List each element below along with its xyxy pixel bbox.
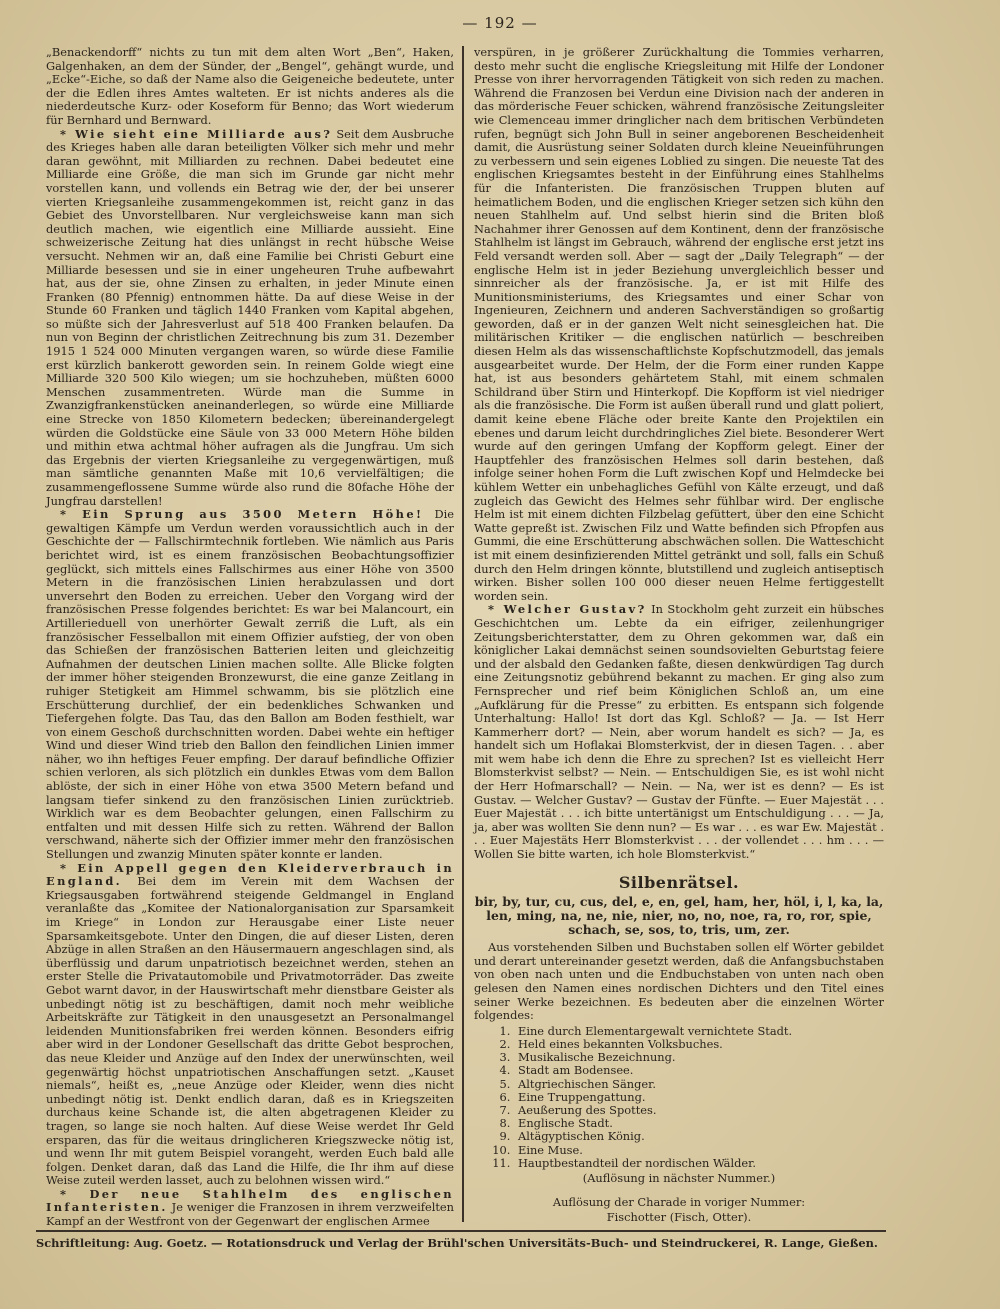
riddle-clue: 10. Eine Muse. — [514, 1144, 884, 1157]
riddle-clue: 2. Held eines bekannten Volksbuches. — [514, 1038, 884, 1051]
riddle-instructions: Aus vorstehenden Silben und Buchstaben sollen elf Wörter gebildet und derart untereinander gesetzt werden, daß die Anfangsbuchstaben von oben nach unten und die Endbuchstaben von unten nach oben gelesen den Namen eines nordischen Dichters und den Titel eines seiner Werke bezeichnen. Es bedeuten aber die einzelnen Wörter folgendes: — [474, 940, 884, 1023]
riddle-clues — [474, 1025, 884, 1170]
article-heading: * Welcher Gustav? — [488, 602, 647, 617]
solution-text: Fischotter (Fisch, Otter). — [606, 1210, 752, 1225]
riddle-section — [474, 872, 884, 1225]
article-heading: * Ein Appell gegen den Kleiderverbrauch in England. — [46, 860, 454, 889]
riddle-clue: 11. Hauptbestandteil der nordischen Wälder. — [514, 1157, 884, 1170]
imprint: Schriftleitung: Aug. Goetz. — Rotationsdruck und Verlag der Brühl'schen Universitäts-Buch- und Steindruckerei, R. Lange, Gießen. — [36, 1236, 878, 1250]
riddle-syllables: bir, by, tur, cu, cus, del, e, en, gel, ham, her, höl, i, l, ka, la, len, ming, na, ne, nie, nier, no, no, noe, ra, ro, ror, spie, schach, se, sos, to, tris, um, zer. — [474, 894, 884, 938]
solution-label: Auflösung der Charade in voriger Nummer: — [552, 1194, 806, 1209]
article-appell — [46, 862, 454, 1188]
article-heading: * Der neue Stahlhelm des englischen Infanteristen. — [46, 1186, 454, 1215]
article-body: In Stockholm geht zurzeit ein hübsches Geschichtchen um. Lebte da ein eifriger, zeilenhungriger Zeitungsberichterstatter, dem zu Ohren gekommen war, daß ein königlicher Lakai demnächst seinen soundsovielten Geburtstag feiere und der alsbald den Gedanken faßte, diesen denkwürdigen Tag durch eine Zeitungsnotiz gebührend bekannt zu machen. Er ging also zum Fernsprecher und rief beim Königlichen Schloß an, um eine „Aufklärung für die Presse“ zu erbitten. Es entspann sich folgende Unterhaltung: Hallo! Ist dort das Kgl. Schloß? — Ja. — Ist Herr Kammerherr dort? — Nein, aber worum handelt es sich? — Ja, es handelt sich um Hoflakai Blomsterkvist, der in diesen Tagen. . . aber mit wem habe ich denn die Ehre zu sprechen? Ist es vielleicht Herr Blomsterkvist selbst? — Nein. — Entschuldigen Sie, es ist wohl nicht der Herr Hofmarschall? — Nein. — Na, wer ist es denn? — Es ist Gustav. — Welcher Gustav? — Gustav der Fünfte. — Euer Majestät . . . Euer Majestät . . . ich bitte untertänigst um Entschuldigung . . . — Ja, ja, aber was wollten Sie denn nun? — Es war . . . es war Ew. Majestät . . . Euer Majestäts Herr Blomsterkvist . . . der vollendet . . . hm . . . — Wollen Sie bitte warten, ich hole Blomsterkvist.“ — [474, 602, 884, 862]
article-gustav — [474, 603, 884, 861]
riddle-clue: 7. Aeußerung des Spottes. — [514, 1104, 884, 1117]
riddle-clue: 9. Altägyptischen König. — [514, 1130, 884, 1143]
article-sprung — [46, 508, 454, 861]
riddle-clue: 3. Musikalische Bezeichnung. — [514, 1051, 884, 1064]
riddle-clue: 6. Eine Truppengattung. — [514, 1091, 884, 1104]
article-heading: * Ein Sprung aus 3500 Metern Höhe! — [60, 507, 424, 522]
article-milliarde — [46, 128, 454, 509]
article-body: Je weniger die Franzosen in ihrem verzweifelten Kampf an der Westfront von der Gegenwart der englischen Armee — [46, 1200, 454, 1229]
riddle-clue: 8. Englische Stadt. — [514, 1117, 884, 1130]
riddle-clue: 5. Altgriechischen Sänger. — [514, 1078, 884, 1091]
column-divider — [462, 46, 464, 1222]
page-number: — 192 — — [462, 14, 538, 32]
article-paragraph: verspüren, in je größerer Zurückhaltung die Tommies verharren, desto mehr sucht die englische Kriegsleitung mit Hilfe der Londoner Presse von ihrer hervorragenden Tätigkeit von sich reden zu machen. Während die Franzosen bei Verdun eine Division nach der anderen in das mörderische Feuer schicken, während französische Zeitungsleiter wie Clemenceau immer dringlicher nach dem britischen Verbündeten rufen, begnügt sich John Bull in seiner angeborenen Bescheidenheit damit, die Ausrüstung seiner Soldaten durch kleine Neueinführungen zu verbessern und sein eigenes Loblied zu singen. Die neueste Tat des englischen Kriegsamtes besteht in der Einführung eines Stahlhelms für die Infanteristen. Die französischen Truppen bluten auf heimatlichem Boden, und die englischen Krieger setzen sich kühn den neuen Stahlhelm auf. Und selbst hierin sind die Briten bloß Nachahmer ihrer Genossen auf dem Kontinent, denn der französische Stahlhelm ist längst im Gebrauch, während der englische erst jetzt ins Feld versandt werden soll. Aber — sagt der „Daily Telegraph“ — der englische Helm ist in jeder Beziehung unvergleichlich besser und sinnreicher als der französische. Ja, er ist mit Hilfe des Munitionsministeriums, des Kriegsamtes und einer Schar von Ingenieuren, Zeichnern und anderen Sachverständigen so großartig geworden, daß er in der ganzen Welt nicht seinesgleichen hat. Die militärischen Kritiker — die englischen natürlich — beschreiben diesen Helm als das wissenschaftlichste Kopfschutzmodell, das jemals ausgearbeitet wurde. Der Helm, der die Form einer runden Kappe hat, ist aus besonders gehärtetem Stahl, mit einem schmalen Schildrand über Stirn und Hinterkopf. Die Kopfform ist viel niedriger als die französische. Die Form ist außen überall rund und glatt poliert, damit keine ebene Fläche oder breite Kante den Projektilen ein ebenes und darum leicht durchdringliches Ziel biete. Besonderer Wert wurde auf den geringen Umfang der Kopfform gelegt. Einer der Hauptfehler des französischen Helmes soll darin bestehen, daß infolge seiner hohen Form die Luft zwischen Kopf und Helmdecke bei kühlem Wetter ein unbehagliches Gefühl von Kälte erzeugt, und daß zugleich das Gewicht des Helmes sehr fühlbar wird. Der englische Helm ist mit einem dichten Filzbelag gefüttert, über den eine Schicht Watte gepreßt ist. Zwischen Filz und Watte befinden sich Pfropfen aus Gummi, die eine Erschütterung abschwächen sollen. Die Watteschicht ist mit einem desinfizierenden Mittel getränkt und soll, falls ein Schuß durch den Helm dringen könnte, blutstillend und zugleich antiseptisch wirken. Bisher sollen 100 000 dieser neuen Helme fertiggestellt worden sein. — [474, 45, 884, 603]
riddle-clue: 1. Eine durch Elementargewalt vernichtete Stadt. — [514, 1025, 884, 1038]
article-heading: * Wie sieht eine Milliarde aus? — [60, 126, 333, 141]
left-column — [46, 46, 454, 1229]
riddle-clue: 4. Stadt am Bodensee. — [514, 1064, 884, 1077]
article-paragraph: „Benackendorff“ nichts zu tun mit dem alten Wort „Ben“, Haken, Galgenhaken, an dem der Sünder, der „Bengel“, gehängt wurde, und „Ecke“-Eiche, so daß der Name also die Geigeneiche bedeutete, unter der die Edlen ihres Amtes walteten. Er ist nichts anderes als die niederdeutsche Kurz- oder Koseform für Benno; das Wort wiederum für Bernhard und Bernward. — [46, 45, 454, 127]
footer-divider — [36, 1230, 886, 1232]
right-column — [474, 46, 884, 1225]
article-stahlhelm — [46, 1188, 454, 1229]
article-body: Bei dem im Verein mit dem Wachsen der Kriegsausgaben fortwährend steigende Geldmangel in England veranlaßte das „Komitee der Nationalorganisation zur Sparsamkeit im Kriege“ in London zur Herausgabe einer Liste neuer Sparsamkeitsgebote. Unter den Dingen, die auf dieser Listen, deren Abzüge in allen Straßen an den Häusermauern angeschlagen sind, als überflüssig und darum unpatriotisch bezeichnet werden, stehen an erster Stelle die Privatautomobile und Privatmotorräder. Das zweite Gebot warnt davor, in der Hauswirtschaft mehr dienstbare Geister als unbedingt nötig ist zu beschäftigen, damit noch mehr weibliche Arbeitskräfte zur Tätigkeit in den unausgesetzt an Personalmangel leidenden Munitionsfabriken frei werden können. Besonders eifrig aber wird in der Londoner Gesellschaft das dritte Gebot besprochen, das neue Kleider und Anzüge auf den Index der unerwünschten, weil gegenwärtig höchst unpatriotischen Anschaffungen setzt. „Kauset niemals“, heißt es, „neue Anzüge oder Kleider, wenn dies nicht unbedingt nötig ist. Denkt endlich daran, daß es in Kriegszeiten durchaus keine Schande ist, die alten abgetragenen Kleider zu tragen, so lange sie noch halten. Auf diese Weise werdet Ihr Geld ersparen, das für die weitaus dringlicheren Kriegszwecke nötig ist, und wenn Ihr mit gutem Beispiel vorangeht, werden Euch bald alle folgen. Denket daran, daß das Land die Hilfe, die Ihr ihm auf diese Weise zuteil werden lasset, auch zu belohnen wissen wird.“ — [46, 874, 454, 1188]
riddle-title: Silbenrätsel. — [618, 872, 740, 892]
article-body: Die gewaltigen Kämpfe um Verdun werden voraussichtlich auch in der Geschichte der — Fallschirmtechnik fortleben. Wie nämlich aus Paris berichtet wird, ist es einem französischen Beobachtungsoffizier geglückt, sich mittels eines Fallschirmes aus einer Höhe von 3500 Metern in die französischen Linien herabzulassen und dort unversehrt den Boden zu erreichen. Ueber den Vorgang wird der französischen Presse folgendes berichtet: Es war bei Malancourt, ein Artillerieduell von unerhörter Gewalt zerriß die Luft, als ein französischer Fesselballon mit einem Offizier aufstieg, der von oben das Schießen der französischen Batterien leiten und gleichzeitig Aufnahmen der deutschen Linien machen sollte. Alle Blicke folgten der immer höher steigenden Bronzewurst, die eine ganze Zeitlang in ruhiger Stetigkeit am Himmel schwamm, bis sie plötzlich eine Erschütterung durchlief, der ein bedenkliches Schwanken und Tiefergehen folgte. Das Tau, das den Ballon am Boden festhielt, war von einem Geschoß durchschnitten worden. Dabei wehte ein heftiger Wind und dieser Wind trieb den Ballon den feindlichen Linien immer näher, wo ihn heftiges Feuer empfing. Der darauf befindliche Offizier schien verloren, als sich plötzlich ein dunkles Etwas vom dem Ballon ablöste, der sich in einer Höhe von etwa 3500 Metern befand und langsam tiefer sinkend zu den französischen Linien zurücktrieb. Wirklich war es dem Beobachter gelungen, einen Fallschirm zu entfalten und mit dessen Hilfe sich zu retten. Während der Ballon verschwand, näherte sich der Offizier immer mehr den französischen Stellungen und zwanzig Minuten später konnte er landen. — [46, 507, 454, 862]
article-body: Seit dem Ausbruche des Krieges haben alle daran beteiligten Völker sich mehr und mehr daran gewöhnt, mit Milliarden zu rechnen. Dabei bedeutet eine Milliarde eine Größe, die man sich im Grunde gar nicht mehr vorstellen kann, und vollends ein Betrag wie der, der bei unserer vierten Kriegsanleihe zusammengekommen ist, reicht ganz in das Gebiet des Unvorstellbaren. Nur vergleichsweise kann man sich deutlich machen, wie eigentlich eine Milliarde aussieht. Eine schweizerische Zeitung hat dies unlängst in recht hübsche Weise versucht. Nehmen wir an, daß eine Familie bei Christi Geburt eine Milliarde besessen und sie in einer ungeheuren Truhe aufbewahrt hat, aus der sie, ohne Zinsen zu erhalten, in jeder Minute einen Franken (80 Pfennig) entnommen hätte. Da auf diese Weise in der Stunde 60 Franken und täglich 1440 Franken vom Kapital abgehen, so müßte sich der Jahresverlust auf 518 400 Franken belaufen. Da nun von Beginn der christlichen Zeitrechnung bis zum 31. Dezember 1915 1 524 000 Minuten vergangen waren, so würde diese Familie erst kürzlich bankerott geworden sein. In reinem Golde wiegt eine Milliarde 320 500 Kilo wiegen; um sie hochzuheben, müßten 6000 Menschen zusammentreten. Würde man die Summe in Zwanzigfrankenstücken aneinanderlegen, so würde eine Milliarde eine Strecke von 1850 Kilometern bedecken; übereinandergelegt würden die Goldstücke eine Säule von 33 000 Metern Höhe bilden und mithin etwa achtmal höher aufragen als die Jungfrau. Um sich das Ergebnis der vierten Kriegsanleihe zu vergegenwärtigen, muß man sämtliche genannten Maße mit 10,6 vervielfältigen; die zusammengeflossene Summe würde also rund die 80fache Höhe der Jungfrau darstellen! — [46, 126, 454, 508]
riddle-note: (Auflösung in nächster Nummer.) — [582, 1171, 776, 1186]
